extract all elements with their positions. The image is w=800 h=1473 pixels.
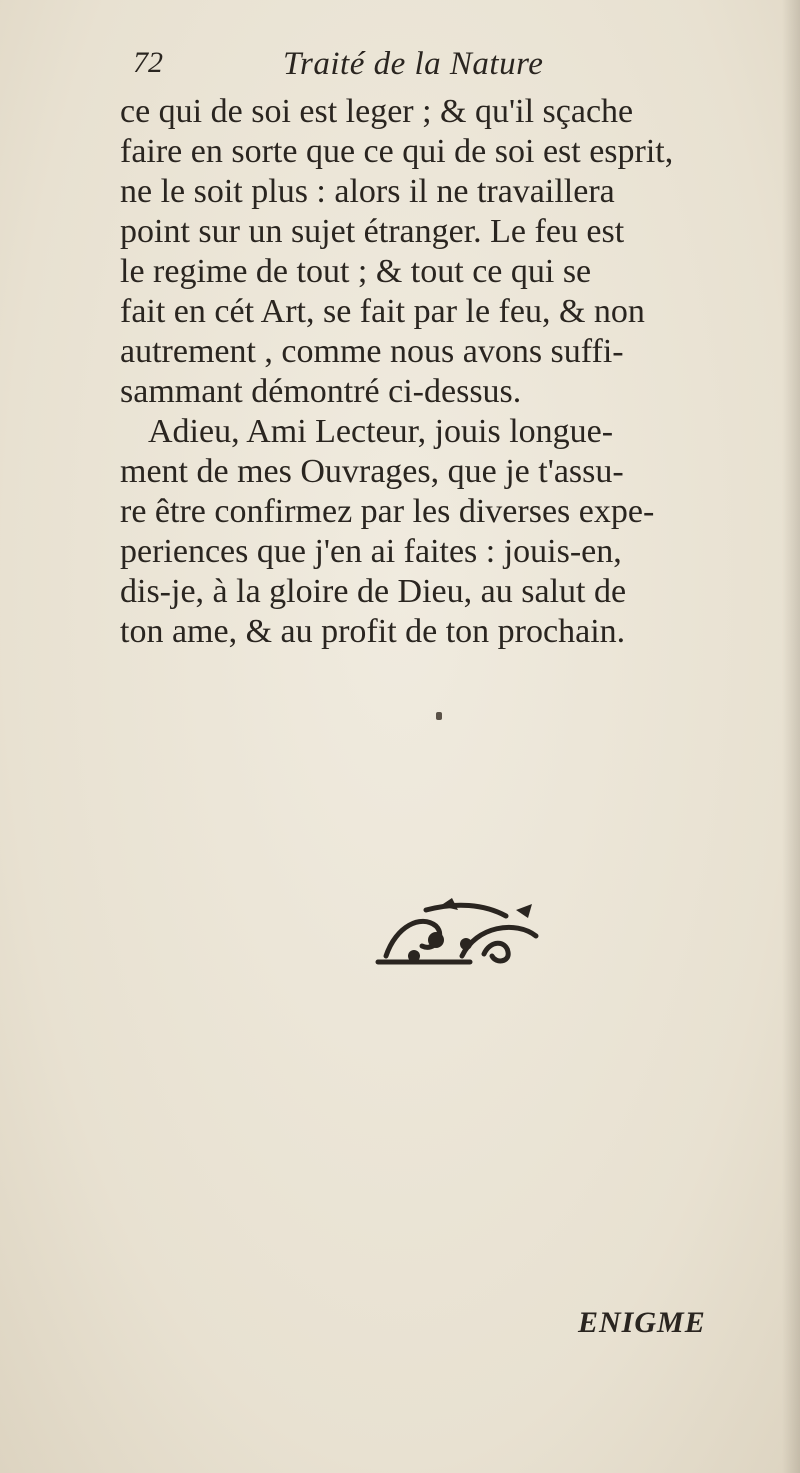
text-line: ne le soit plus : alors il ne travaillera (120, 173, 615, 210)
paragraph-start-line: Adieu, Ami Lecteur, jouis longue- (148, 413, 614, 450)
catchword: ENIGME (578, 1306, 706, 1339)
text-line: sammant démontré ci-dessus. (120, 373, 522, 410)
text-line: point sur un sujet étranger. Le feu est (120, 213, 625, 250)
text-line: periences que j'en ai faites : jouis-en, (120, 533, 622, 570)
running-title: Traité de la Nature (283, 46, 544, 82)
body-text (120, 92, 800, 652)
text-line: le regime de tout ; & tout ce qui se (120, 253, 592, 290)
ink-speck (436, 712, 442, 720)
text-line: dis-je, à la gloire de Dieu, au salut de (120, 573, 627, 610)
page-number: 72 (133, 46, 163, 79)
text-line: ment de mes Ouvrages, que je t'assu- (120, 453, 624, 490)
text-line: autrement , comme nous avons suffi- (120, 333, 624, 370)
fleuron-icon (366, 896, 558, 970)
text-line: ce qui de soi est leger ; & qu'il sçache (120, 93, 634, 130)
text-line: faire en sorte que ce qui de soi est esprit, (120, 133, 674, 170)
text-line: re être confirmez par les diverses expe- (120, 493, 655, 530)
page-header (133, 46, 653, 90)
text-line: ton ame, & au profit de ton prochain. (120, 613, 626, 650)
text-line: fait en cét Art, se fait par le feu, & non (120, 293, 645, 330)
